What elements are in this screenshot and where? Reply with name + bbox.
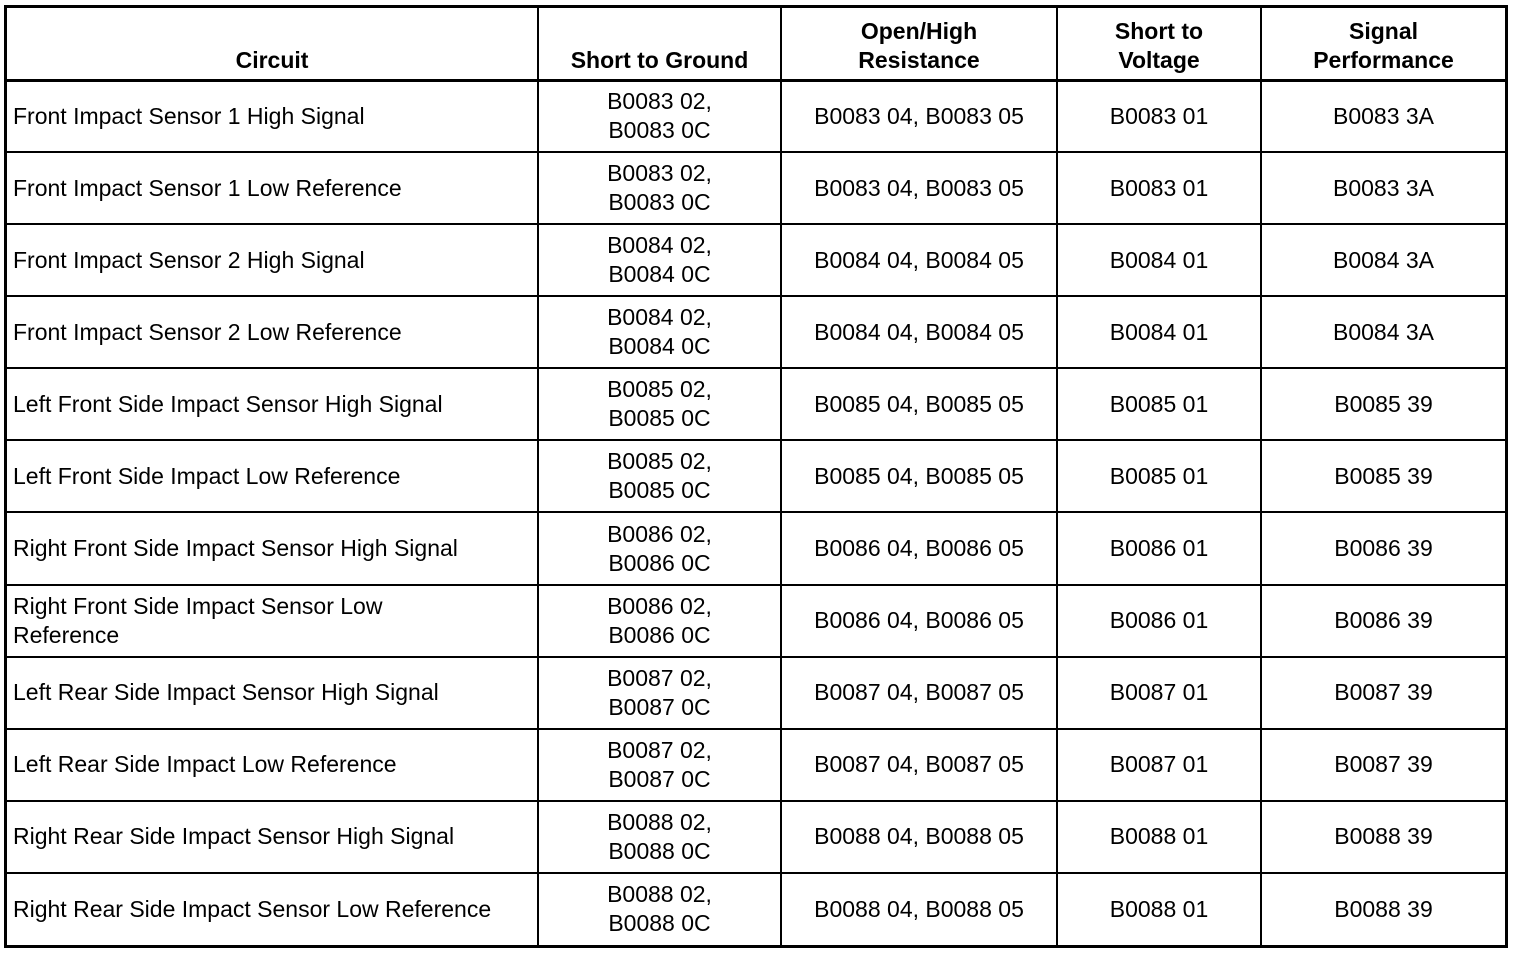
dtc-code: B0085 0C — [608, 477, 711, 504]
cell-short-to-voltage: B0086 01 — [1057, 585, 1261, 657]
cell-circuit — [7, 296, 538, 368]
cell-circuit — [7, 512, 538, 584]
table-row — [7, 152, 1505, 224]
dtc-code: B0085 02, — [607, 448, 712, 475]
table-row — [7, 440, 1505, 512]
table-row — [7, 657, 1505, 729]
cell-signal-performance: B0088 39 — [1261, 873, 1505, 945]
cell-short-to-ground — [538, 368, 781, 440]
dtc-code: B0083 0C — [608, 189, 711, 216]
circuit-text: Left Front Side Impact Sensor High Signal — [13, 390, 443, 417]
cell-circuit — [7, 368, 538, 440]
dtc-code: B0084 02, — [607, 232, 712, 259]
cell-circuit — [7, 440, 538, 512]
circuit-text: Left Rear Side Impact Sensor High Signal — [13, 679, 439, 706]
circuit-text: Front Impact Sensor 2 High Signal — [13, 246, 365, 273]
cell-signal-performance: B0087 39 — [1261, 729, 1505, 801]
cell-signal-performance: B0083 3A — [1261, 152, 1505, 224]
cell-short-to-voltage: B0088 01 — [1057, 873, 1261, 945]
cell-short-to-voltage: B0085 01 — [1057, 368, 1261, 440]
table-row — [7, 296, 1505, 368]
dtc-code: B0088 0C — [608, 837, 711, 864]
cell-short-to-voltage: B0084 01 — [1057, 296, 1261, 368]
dtc-code: B0084 0C — [608, 333, 711, 360]
dtc-code: B0086 02, — [607, 592, 712, 619]
cell-open-high-resistance: B0087 04, B0087 05 — [781, 657, 1057, 729]
cell-circuit — [7, 801, 538, 873]
cell-circuit — [7, 657, 538, 729]
header-signal-performance: Signal Performance — [1261, 8, 1505, 80]
cell-short-to-ground — [538, 801, 781, 873]
cell-open-high-resistance: B0084 04, B0084 05 — [781, 296, 1057, 368]
dtc-code: B0083 0C — [608, 117, 711, 144]
cell-short-to-voltage: B0086 01 — [1057, 512, 1261, 584]
cell-short-to-ground — [538, 729, 781, 801]
table-row — [7, 585, 1505, 657]
cell-signal-performance: B0088 39 — [1261, 801, 1505, 873]
circuit-text: Right Rear Side Impact Sensor Low Reference — [13, 895, 492, 922]
cell-short-to-ground — [538, 296, 781, 368]
circuit-text: Right Front Side Impact Sensor High Signal — [13, 535, 458, 561]
cell-signal-performance: B0084 3A — [1261, 224, 1505, 296]
cell-circuit — [7, 80, 538, 152]
cell-open-high-resistance: B0085 04, B0085 05 — [781, 368, 1057, 440]
dtc-circuit-table — [7, 8, 1505, 945]
table-row — [7, 224, 1505, 296]
circuit-text: Front Impact Sensor 1 Low Reference — [13, 174, 402, 201]
cell-short-to-ground — [538, 440, 781, 512]
cell-circuit — [7, 152, 538, 224]
cell-open-high-resistance: B0086 04, B0086 05 — [781, 512, 1057, 584]
cell-short-to-ground — [538, 512, 781, 584]
cell-open-high-resistance: B0083 04, B0083 05 — [781, 152, 1057, 224]
cell-circuit — [7, 873, 538, 945]
dtc-code: B0085 02, — [607, 376, 712, 403]
circuit-text: Front Impact Sensor 1 High Signal — [13, 102, 365, 129]
dtc-code: B0084 0C — [608, 261, 711, 288]
cell-open-high-resistance: B0088 04, B0088 05 — [781, 873, 1057, 945]
cell-open-high-resistance: B0086 04, B0086 05 — [781, 585, 1057, 657]
table-row — [7, 512, 1505, 584]
cell-short-to-voltage: B0083 01 — [1057, 152, 1261, 224]
circuit-text: Left Rear Side Impact Low Reference — [13, 751, 397, 778]
cell-short-to-voltage: B0085 01 — [1057, 440, 1261, 512]
dtc-code: B0087 0C — [608, 765, 711, 792]
dtc-code: B0087 02, — [607, 664, 712, 691]
cell-short-to-voltage: B0087 01 — [1057, 729, 1261, 801]
table-row — [7, 801, 1505, 873]
cell-short-to-ground — [538, 152, 781, 224]
cell-open-high-resistance: B0084 04, B0084 05 — [781, 224, 1057, 296]
dtc-code: B0086 02, — [607, 520, 712, 547]
dtc-code: B0087 0C — [608, 693, 711, 720]
cell-short-to-voltage: B0084 01 — [1057, 224, 1261, 296]
cell-signal-performance: B0085 39 — [1261, 440, 1505, 512]
table-row — [7, 368, 1505, 440]
circuit-text: Left Front Side Impact Low Reference — [13, 462, 401, 489]
table-header-row — [7, 8, 1505, 80]
cell-signal-performance: B0083 3A — [1261, 80, 1505, 152]
table-body — [7, 80, 1505, 945]
cell-open-high-resistance: B0087 04, B0087 05 — [781, 729, 1057, 801]
dtc-code: B0083 02, — [607, 88, 712, 115]
dtc-code: B0088 02, — [607, 808, 712, 835]
dtc-code: B0086 0C — [608, 549, 711, 576]
cell-open-high-resistance: B0083 04, B0083 05 — [781, 80, 1057, 152]
table-row — [7, 873, 1505, 945]
cell-short-to-ground — [538, 224, 781, 296]
dtc-code: B0084 02, — [607, 304, 712, 331]
cell-open-high-resistance: B0085 04, B0085 05 — [781, 440, 1057, 512]
dtc-code: B0087 02, — [607, 736, 712, 763]
cell-short-to-voltage: B0087 01 — [1057, 657, 1261, 729]
table-row — [7, 80, 1505, 152]
cell-signal-performance: B0086 39 — [1261, 512, 1505, 584]
dtc-code: B0083 02, — [607, 160, 712, 187]
dtc-code: B0085 0C — [608, 405, 711, 432]
header-short-to-voltage: Short to Voltage — [1057, 8, 1261, 80]
header-short-to-ground: Short to Ground — [538, 8, 781, 80]
header-open-high-resistance: Open/High Resistance — [781, 8, 1057, 80]
dtc-table-container — [4, 5, 1508, 948]
cell-short-to-voltage: B0083 01 — [1057, 80, 1261, 152]
cell-signal-performance: B0085 39 — [1261, 368, 1505, 440]
cell-circuit — [7, 585, 538, 657]
cell-open-high-resistance: B0088 04, B0088 05 — [781, 801, 1057, 873]
cell-signal-performance: B0086 39 — [1261, 585, 1505, 657]
cell-signal-performance: B0084 3A — [1261, 296, 1505, 368]
cell-short-to-ground — [538, 585, 781, 657]
cell-short-to-ground — [538, 657, 781, 729]
cell-circuit — [7, 729, 538, 801]
dtc-code: B0088 0C — [608, 910, 711, 937]
dtc-code: B0086 0C — [608, 621, 711, 648]
circuit-text: Right Rear Side Impact Sensor High Signal — [13, 823, 455, 850]
circuit-text: Reference — [13, 621, 120, 648]
dtc-code: B0088 02, — [607, 881, 712, 908]
cell-short-to-ground — [538, 873, 781, 945]
cell-short-to-ground — [538, 80, 781, 152]
cell-circuit — [7, 224, 538, 296]
circuit-text: Front Impact Sensor 2 Low Reference — [13, 318, 402, 345]
table-row — [7, 729, 1505, 801]
cell-short-to-voltage: B0088 01 — [1057, 801, 1261, 873]
circuit-text: Right Front Side Impact Sensor Low — [13, 592, 383, 619]
cell-signal-performance: B0087 39 — [1261, 657, 1505, 729]
header-circuit: Circuit — [7, 8, 538, 80]
